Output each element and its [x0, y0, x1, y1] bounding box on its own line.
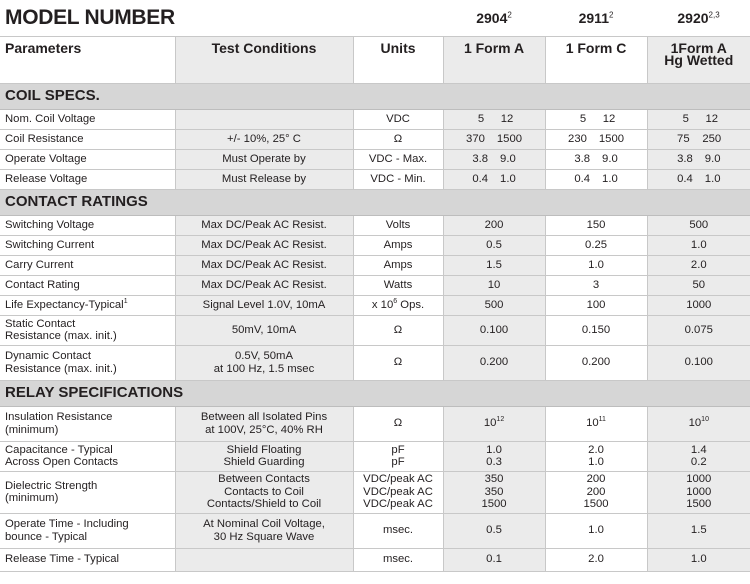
col-parameters: Parameters — [0, 36, 175, 83]
table-row: Capacitance - Typical Across Open Contacts Shield Floating Shield Guarding pF pF 1.0 0.3 2.0 1.0 1.4 0.2 — [0, 441, 750, 471]
section-title: COIL SPECS. — [0, 83, 750, 109]
section-contact-ratings — [0, 189, 750, 215]
column-header-row — [0, 36, 750, 83]
table-row: Dynamic Contact Resistance (max. init.) 0.5V, 50mA at 100 Hz, 1.5 msec Ω 0.200 0.200 0.100 — [0, 345, 750, 380]
section-relay-specifications — [0, 380, 750, 406]
table-row: Switching Current Max DC/Peak AC Resist. Amps 0.5 0.25 1.0 — [0, 235, 750, 255]
table-row: Life Expectancy-Typical$^1$ Signal Level 1.0V, 10mA x $10^6$ Ops. 500 100 1000 — [0, 295, 750, 315]
col-test-conditions: Test Conditions — [175, 36, 353, 83]
table-row: Operate Time - Including bounce - Typical At Nominal Coil Voltage, 30 Hz Square Wave msec. 0.5 1.0 1.5 — [0, 513, 750, 548]
section-title: CONTACT RATINGS — [0, 189, 750, 215]
table-row: Insulation Resistance (minimum) Between all Isolated Pins at 100V, 25°C, 40% RH Ω $10^{12}$ $10^{11}$ $10^{10}$ — [0, 406, 750, 441]
section-title: RELAY SPECIFICATIONS — [0, 380, 750, 406]
table-row: Contact Rating Max DC/Peak AC Resist. Watts 10 3 50 — [0, 275, 750, 295]
table-row: Coil Resistance +/- 10%, 25° C Ω 370 1500 230 1500 75 250 — [0, 129, 750, 149]
table-row: Release Time - Typical msec. 0.1 2.0 1.0 — [0, 548, 750, 571]
model-2904: 2904$^2$ — [443, 0, 545, 36]
table-row: Switching Voltage Max DC/Peak AC Resist. Volts 200 150 500 — [0, 215, 750, 235]
model-2911: 2911$^2$ — [545, 0, 647, 36]
model-number-row — [0, 0, 750, 36]
model-2920: 2920$^{2,3}$ — [647, 0, 750, 36]
col-units: Units — [353, 36, 443, 83]
table-row: Static Contact Resistance (max. init.) 50mV, 10mA Ω 0.100 0.150 0.075 — [0, 315, 750, 345]
col-form-2904: 1 Form A — [443, 36, 545, 83]
table-row: Release Voltage Must Release by VDC - Min. 0.4 1.0 0.4 1.0 0.4 1.0 — [0, 169, 750, 189]
table-row: Dielectric Strength (minimum) Between Contacts Contacts to Coil Contacts/Shield to Coil VDC/peak AC VDC/peak AC VDC/peak AC 350 350 1500 200 200 1500 1000 1000 1500 — [0, 471, 750, 513]
table-row: Operate Voltage Must Operate by VDC - Max. 3.8 9.0 3.8 9.0 3.8 9.0 — [0, 149, 750, 169]
table-row: Carry Current Max DC/Peak AC Resist. Amps 1.5 1.0 2.0 — [0, 255, 750, 275]
model-number-title: MODEL NUMBER — [0, 0, 443, 36]
table-row: Nom. Coil Voltage VDC 5 12 5 12 5 12 — [0, 109, 750, 129]
section-coil-specs — [0, 83, 750, 109]
col-form-2920: 1Form A Hg Wetted — [647, 36, 750, 83]
col-form-2911: 1 Form C — [545, 36, 647, 83]
